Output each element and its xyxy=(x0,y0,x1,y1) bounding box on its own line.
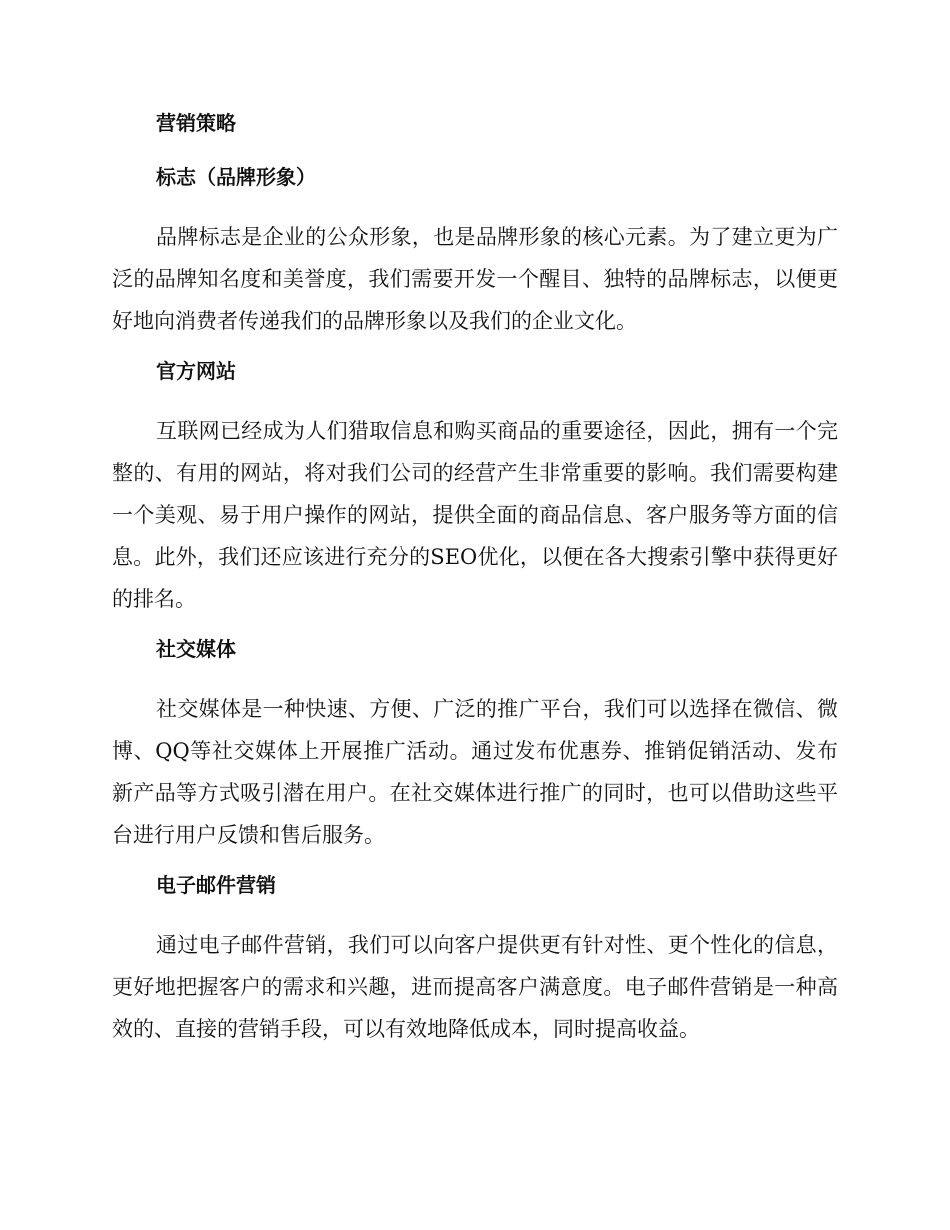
section-heading-social-media: 社交媒体 xyxy=(156,637,236,661)
section-heading-website: 官方网站 xyxy=(156,359,236,383)
section-body-social-media: 社交媒体是一种快速、方便、广泛的推广平台，我们可以选择在微信、微博、QQ等社交媒体上开展推广活动。通过发布优惠券、推销促销活动、发布新产品等方式吸引潜在用户。在社交媒体进行推广的同时，也可以借助这些平台进行用户反馈和售后服务。 xyxy=(112,697,838,847)
section-body-email-marketing: 通过电子邮件营销，我们可以向客户提供更有针对性、更个性化的信息，更好地把握客户的需求和兴趣，进而提高客户满意度。电子邮件营销是一种高效的、直接的营销手段，可以有效地降低成本，同时提高收益。 xyxy=(112,933,838,1041)
document-content xyxy=(112,108,838,1064)
section-heading-logo: 标志（品牌形象） xyxy=(156,165,316,189)
section-heading-email-marketing: 电子邮件营销 xyxy=(156,873,276,897)
section-body-logo: 品牌标志是企业的公众形象，也是品牌形象的核心元素。为了建立更为广泛的品牌知名度和美誉度，我们需要开发一个醒目、独特的品牌标志，以便更好地向消费者传递我们的品牌形象以及我们的企业文化。 xyxy=(112,225,838,333)
section-body-website: 互联网已经成为人们猎取信息和购买商品的重要途径，因此，拥有一个完整的、有用的网站，将对我们公司的经营产生非常重要的影响。我们需要构建一个美观、易于用户操作的网站，提供全面的商品信息、客户服务等方面的信息。此外，我们还应该进行充分的SEO优化，以便在各大搜索引擎中获得更好的排名。 xyxy=(112,419,838,611)
document-title: 营销策略 xyxy=(156,111,236,135)
